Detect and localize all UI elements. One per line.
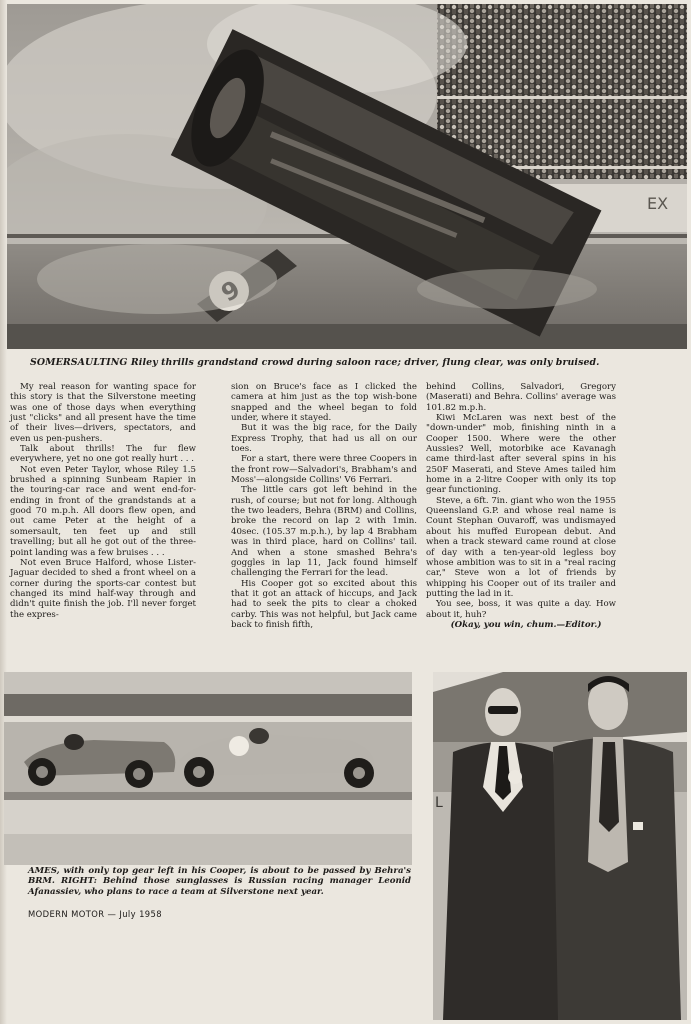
article-paragraph: My real reason for wanting space for this story is that the Silverstone meeting was one of those days when everything just "clicks" and all present have the time of their lives—drivers, spectators, and even us pen-pushers. — [10, 382, 196, 444]
article-paragraph: His Cooper got so excited about this that it got an attack of hiccups, and Jack had to seek the pits to clear a choked carby. This was not helpful, but Jack came back to finish fifth, — [231, 578, 417, 630]
bottom-photos-caption: AMES, with only top gear left in his Cooper, is about to be passed by Behra's BRM. RIGHT: Behind those sunglasses is Russian racing manager Leonid Afanassiev, who plans to race a team at Silverstone next year. — [28, 866, 411, 897]
article-paragraph: behind Collins, Salvadori, Gregory (Maserati) and Behra. Collins' average was 101.82 m.p.h. — [426, 382, 616, 413]
article-paragraph: sion on Bruce's face as I clicked the camera at him just as the top wish-bone snapped and the wheel began to fold under, where it stayed. — [231, 382, 417, 424]
racing-managers-photo — [433, 672, 687, 1020]
article-column-1 — [10, 382, 196, 620]
article-paragraph: For a start, there were three Coopers in the front row—Salvadori's, Brabham's and Moss'—alongside Collins' V6 Ferrari. — [231, 454, 417, 486]
magazine-footer: MODERN MOTOR — July 1958 — [28, 909, 162, 919]
article-paragraph: Not even Peter Taylor, whose Riley 1.5 brushed a spinning Sunbeam Rapier in the touring-car race and went end-for-ending in front of the grandstands at a good 70 m.p.h. All doors flew open, and out came Peter at the height of a somersault, ten feet up and still travelling; but all he got out of the three-point landing was a few bruises . . . — [10, 464, 196, 558]
article-paragraph: Kiwi McLaren was next best of the "down-under" mob, finishing ninth in a Cooper 1500. Where were the other Aussies? Well, motorbike ace Kavanagh came third-last after several spins in his 250F Maserati, and Steve Ames tailed him home in a 2-litre Cooper with only its top gear functioning. — [426, 413, 616, 496]
article-paragraph: Talk about thrills! The fur flew everywhere, yet no one got really hurt . . . — [10, 444, 196, 465]
top-photo-caption — [30, 357, 670, 368]
article-column-3 — [426, 382, 616, 630]
caption-lead-word: SOMERSAULTING — [30, 357, 128, 368]
somersaulting-riley-photo — [7, 4, 687, 349]
page-binding-edge — [0, 0, 7, 1024]
advert-banner-text: EX — [647, 194, 669, 213]
article-paragraph: You see, boss, it was quite a day. How about it, huh? — [426, 599, 616, 620]
article-paragraph: Not even Bruce Halford, whose Lister-Jaguar decided to shed a front wheel on a corner during the sports-car contest but changed its mind half-way through and didn't quite finish the job. I'll never forget the expres- — [10, 557, 196, 620]
article-column-2 — [231, 382, 417, 630]
article-paragraph: Steve, a 6ft. 7in. giant who won the 1955 Queensland G.P. and whose real name is Count Stephan Ouvaroff, was undismayed about his muffed European debut. And when a track steward came round at close of day with a ten-year-old legless boy whose ambition was to sit in a "real racing car," Steve won a lot of friends by whipping his Cooper out of its trailer and putting the lad in it. — [426, 495, 616, 599]
article-paragraph: But it was the big race, for the Daily Express Trophy, that had us all on our toes. — [231, 423, 417, 455]
editor-note: (Okay, you win, chum.—Editor.) — [450, 619, 602, 630]
racing-cars-photo — [4, 672, 412, 865]
banner-letter: L — [435, 795, 443, 811]
caption-rest-text: Riley thrills grandstand crowd during saloon race; driver, flung clear, was only bruised. — [127, 357, 600, 368]
article-paragraph: The little cars got left behind in the rush, of course; but not for long. Although the two leaders, Behra (BRM) and Collins, broke the record on lap 2 with 1min. 40sec. (105.37 m.p.h.), by lap 4 Brabham was in third place, hard on Collins' tail. And when a stone smashed Behra's goggles in lap 11, Jack found himself challenging the Ferrari for the lead. — [231, 485, 417, 579]
